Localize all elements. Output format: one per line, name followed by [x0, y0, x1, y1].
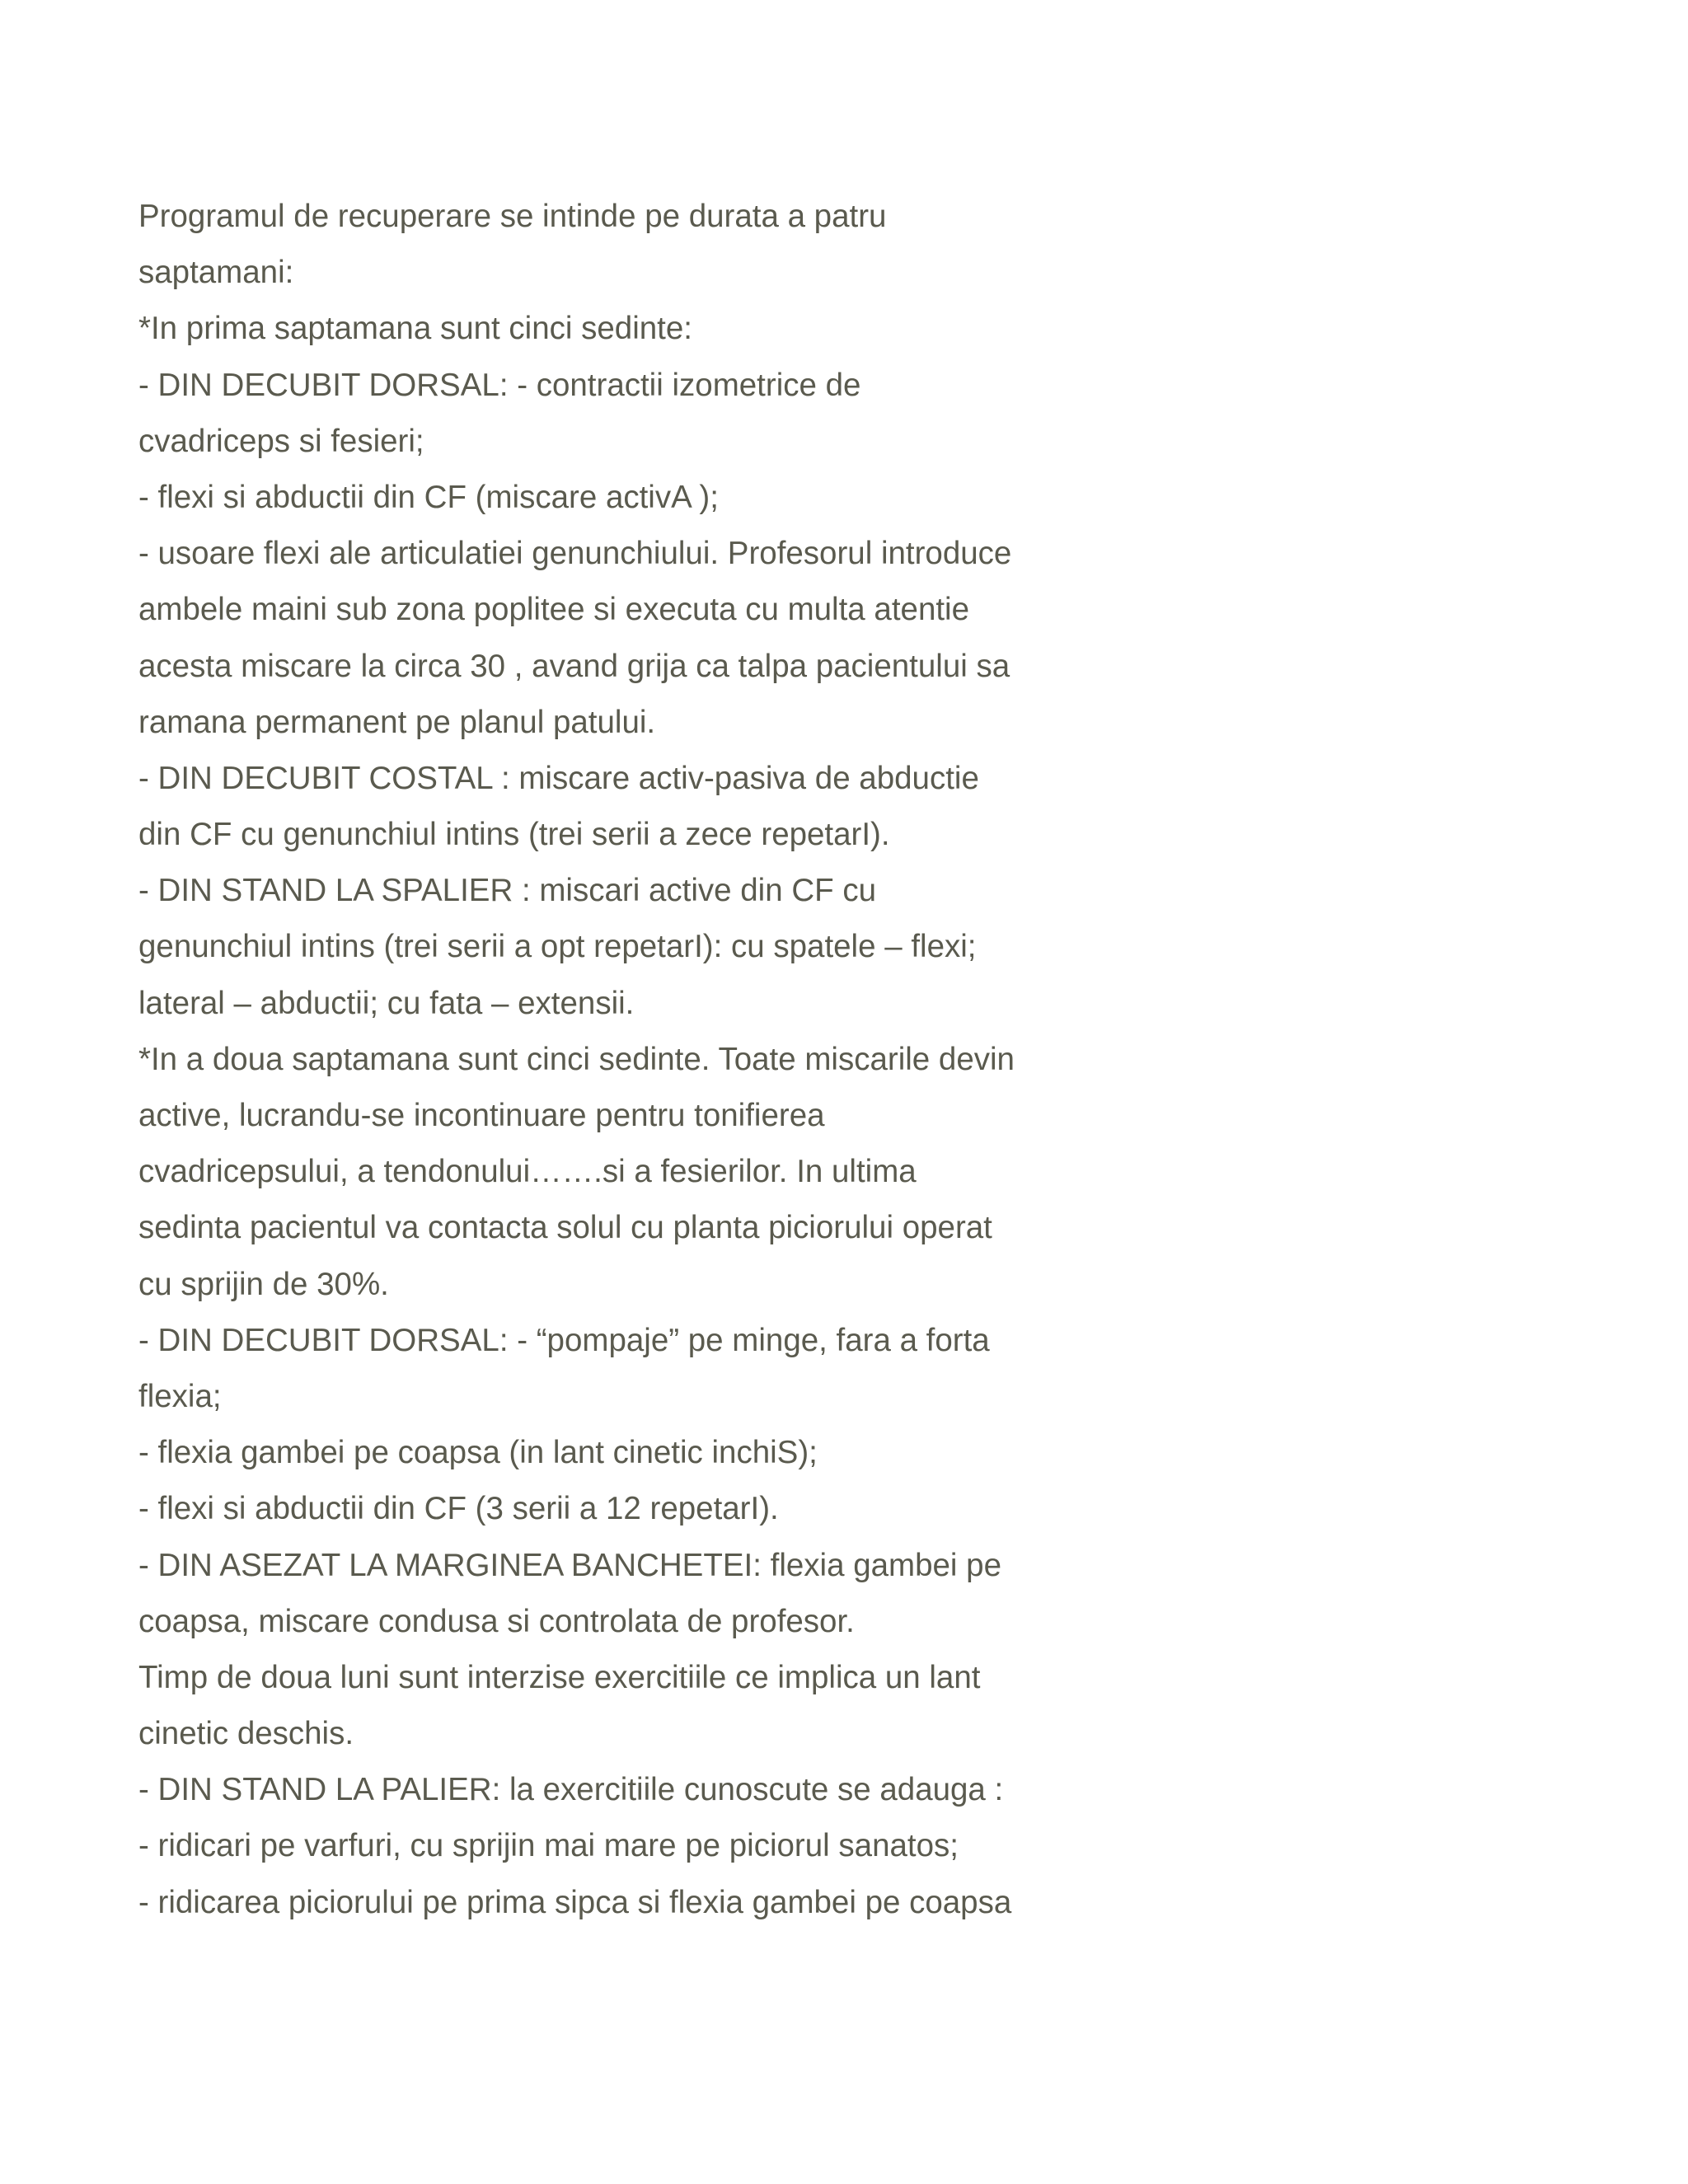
- text-line: Timp de doua luni sunt interzise exercitiile ce implica un lant: [138, 1659, 981, 1695]
- text-line: coapsa, miscare condusa si controlata de profesor.: [138, 1603, 855, 1639]
- text-line: Programul de recuperare se intinde pe durata a patru: [138, 199, 887, 234]
- text-line: - usoare flexi ale articulatiei genunchiului. Profesorul introduce: [138, 536, 1012, 572]
- text-line: - DIN STAND LA SPALIER : miscari active din CF cu: [138, 873, 876, 909]
- text-line: - flexia gambei pe coapsa (in lant cinetic inchiS);: [138, 1435, 818, 1471]
- text-line: *In prima saptamana sunt cinci sedinte:: [138, 311, 692, 347]
- text-line: - DIN DECUBIT DORSAL: - contractii izometrice de: [138, 367, 861, 403]
- text-line: *In a doua saptamana sunt cinci sedinte. Toate miscarile devin: [138, 1041, 1015, 1077]
- text-line: - ridicarea piciorului pe prima sipca si flexia gambei pe coapsa: [138, 1884, 1012, 1920]
- text-line: cvadriceps si fesieri;: [138, 423, 424, 459]
- text-line: din CF cu genunchiul intins (trei serii a zece repetarI).: [138, 817, 890, 853]
- text-line: lateral – abductii; cu fata – extensii.: [138, 985, 635, 1021]
- document-body: [138, 189, 1095, 1931]
- text-line: active, lucrandu-se incontinuare pentru tonifierea: [138, 1098, 825, 1133]
- text-line: - DIN ASEZAT LA MARGINEA BANCHETEI: flexia gambei pe: [138, 1547, 1001, 1583]
- text-line: saptamani:: [138, 255, 294, 291]
- text-line: flexia;: [138, 1378, 222, 1414]
- text-line: cu sprijin de 30%.: [138, 1266, 389, 1302]
- text-line: acesta miscare la circa 30 , avand grija ca talpa pacientului sa: [138, 648, 1010, 684]
- text-line: ambele maini sub zona poplitee si executa cu multa atentie: [138, 592, 970, 628]
- text-line: sedinta pacientul va contacta solul cu planta piciorului operat: [138, 1210, 992, 1246]
- text-line: - flexi si abductii din CF (miscare activA );: [138, 479, 719, 515]
- text-line: - ridicari pe varfuri, cu sprijin mai mare pe piciorul sanatos;: [138, 1828, 959, 1864]
- text-line: ramana permanent pe planul patului.: [138, 704, 656, 740]
- text-line: cinetic deschis.: [138, 1716, 354, 1752]
- text-line: - flexi si abductii din CF (3 serii a 12 repetarI).: [138, 1491, 779, 1527]
- text-line: genunchiul intins (trei serii a opt repetarI): cu spatele – flexi;: [138, 929, 977, 965]
- text-line: cvadricepsului, a tendonului…….si a fesierilor. In ultima: [138, 1154, 917, 1190]
- text-line: - DIN STAND LA PALIER: la exercitiile cunoscute se adauga :: [138, 1772, 1004, 1808]
- text-line: - DIN DECUBIT COSTAL : miscare activ-pasiva de abductie: [138, 760, 979, 796]
- text-line: - DIN DECUBIT DORSAL: - “pompaje” pe minge, fara a forta: [138, 1322, 990, 1358]
